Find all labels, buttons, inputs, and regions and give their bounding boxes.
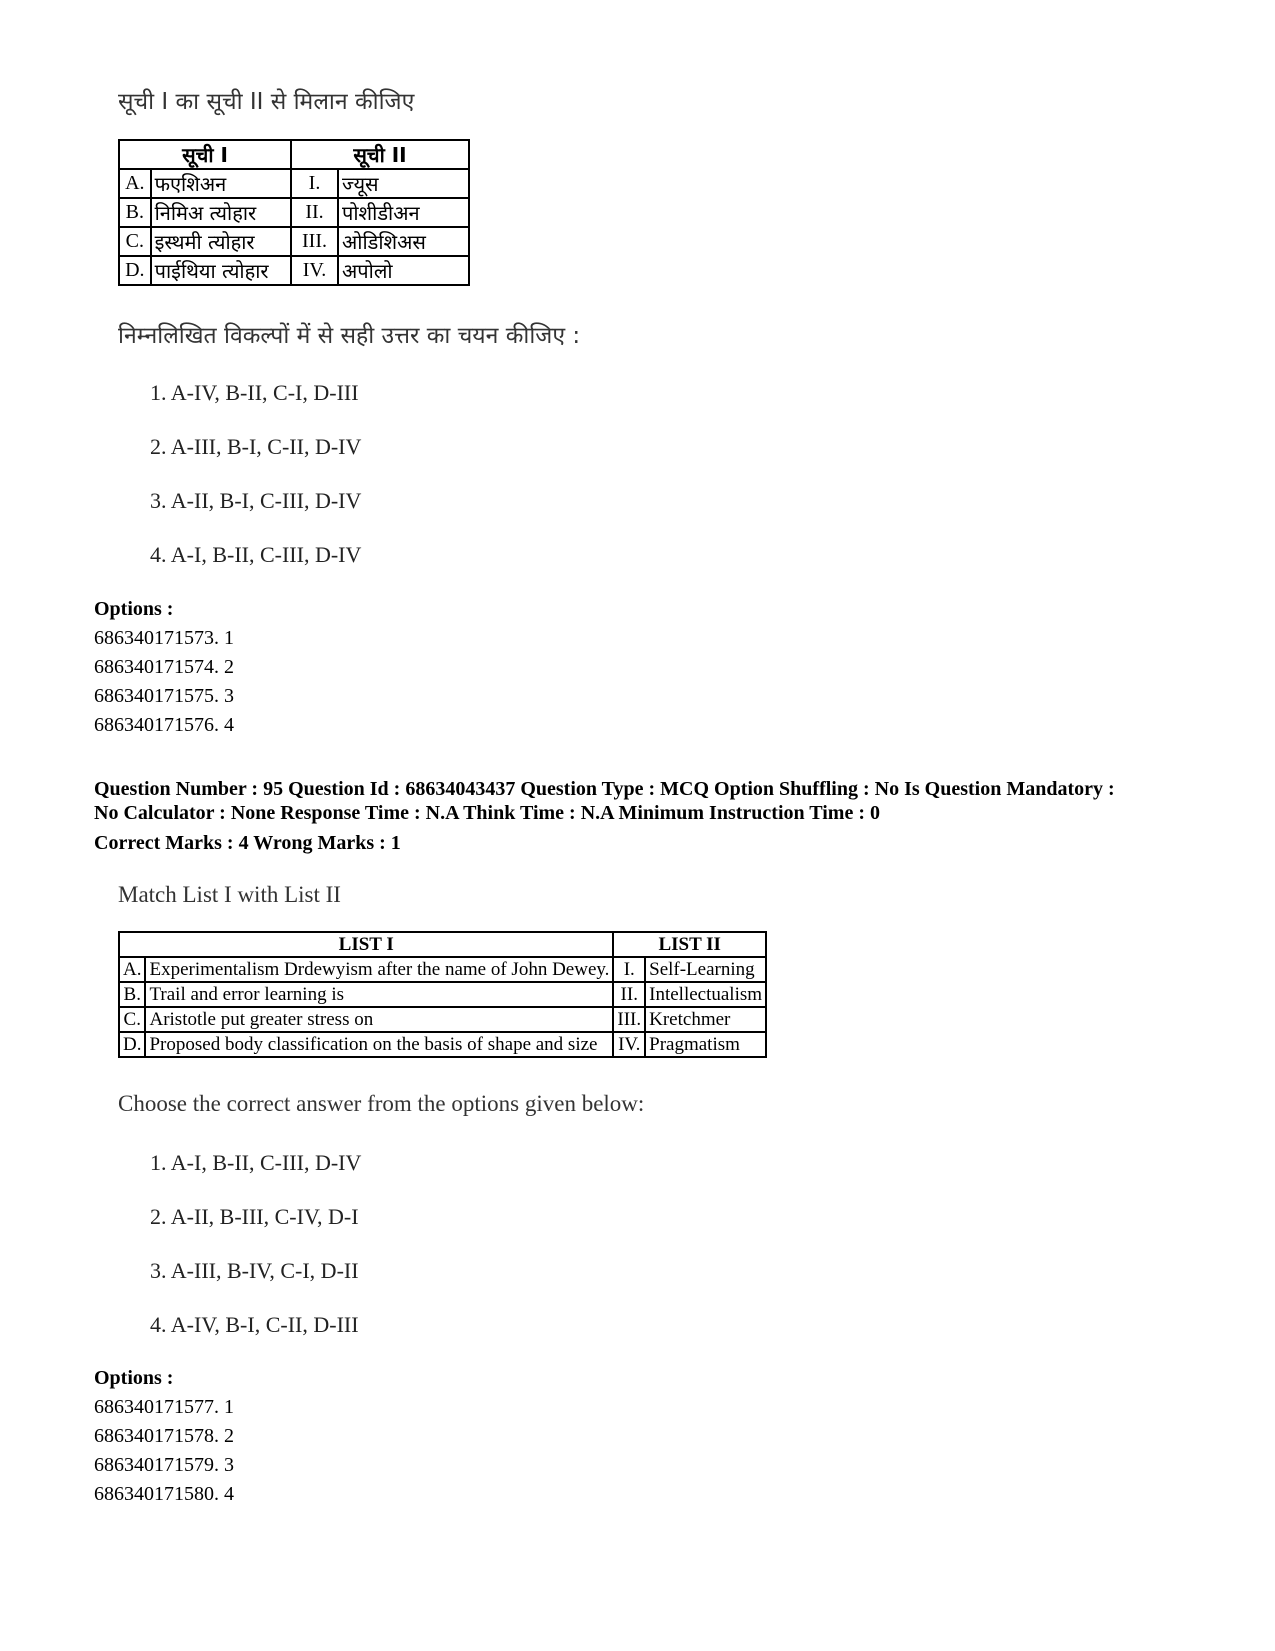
list1-item: Aristotle put greater stress on: [145, 1007, 613, 1032]
table-row: [119, 198, 469, 227]
question-prompt: Choose the correct answer from the options given below:: [118, 1091, 645, 1116]
options-label: Options :: [94, 1367, 174, 1389]
row-label: A.: [119, 957, 145, 982]
answer-choice: 2. A-II, B-III, C-IV, D-I: [150, 1204, 359, 1229]
answer-choice: 3. A-II, B-I, C-III, D-IV: [150, 488, 362, 513]
row-label: III.: [613, 1007, 645, 1032]
list1-item: निमिअ त्योहार: [151, 198, 291, 227]
option-item: 686340171580. 4: [94, 1483, 234, 1505]
option-item: 686340171575. 3: [94, 685, 234, 707]
question-meta-line: Question Number : 95 Question Id : 68634043437 Question Type : MCQ Option Shuffling : No Is Question Mandatory :: [94, 778, 1115, 800]
row-label: IV.: [291, 256, 338, 285]
row-label: II.: [613, 982, 645, 1007]
table-row: [119, 957, 766, 982]
match-table: [118, 931, 767, 1058]
option-item: 686340171573. 1: [94, 627, 234, 649]
answer-choice: 1. A-IV, B-II, C-I, D-III: [150, 380, 359, 405]
option-item: 686340171579. 3: [94, 1454, 234, 1476]
table-header-list1: सूची I: [119, 140, 291, 169]
question-marks: Correct Marks : 4 Wrong Marks : 1: [94, 832, 401, 854]
row-label: III.: [291, 227, 338, 256]
list1-item: Trail and error learning is: [145, 982, 613, 1007]
table-header-list1: LIST I: [119, 932, 613, 957]
table-row: [119, 227, 469, 256]
row-label: D.: [119, 1032, 145, 1057]
table-header-list2: सूची II: [291, 140, 469, 169]
list1-item: इस्थमी त्योहार: [151, 227, 291, 256]
list2-item: अपोलो: [338, 256, 469, 285]
list2-item: पोशीडीअन: [338, 198, 469, 227]
list2-item: Pragmatism: [645, 1032, 766, 1057]
row-label: IV.: [613, 1032, 645, 1057]
table-row: [119, 1032, 766, 1057]
option-item: 686340171576. 4: [94, 714, 234, 736]
row-label: C.: [119, 227, 151, 256]
row-label: B.: [119, 198, 151, 227]
list2-item: Self-Learning: [645, 957, 766, 982]
match-table: [118, 139, 470, 286]
row-label: D.: [119, 256, 151, 285]
list1-item: Experimentalism Drdewyism after the name of John Dewey.: [145, 957, 613, 982]
answer-choice: 4. A-I, B-II, C-III, D-IV: [150, 542, 362, 567]
question-meta-line: No Calculator : None Response Time : N.A Think Time : N.A Minimum Instruction Time : 0: [94, 802, 880, 824]
answer-choice: 1. A-I, B-II, C-III, D-IV: [150, 1150, 362, 1175]
table-row: [119, 1007, 766, 1032]
option-item: 686340171574. 2: [94, 656, 234, 678]
answer-choice: 3. A-III, B-IV, C-I, D-II: [150, 1258, 359, 1283]
list2-item: Intellectualism: [645, 982, 766, 1007]
list2-item: Kretchmer: [645, 1007, 766, 1032]
options-label: Options :: [94, 598, 174, 620]
question-meta: [94, 777, 1214, 825]
option-item: 686340171578. 2: [94, 1425, 234, 1447]
list1-item: फएशिअन: [151, 169, 291, 198]
row-label: B.: [119, 982, 145, 1007]
question-instruction: सूची I का सूची II से मिलान कीजिए: [118, 89, 415, 115]
table-header-list2: LIST II: [613, 932, 766, 957]
option-item: 686340171577. 1: [94, 1396, 234, 1418]
question-instruction: Match List I with List II: [118, 882, 341, 907]
list1-item: Proposed body classification on the basis of shape and size: [145, 1032, 613, 1057]
row-label: I.: [291, 169, 338, 198]
row-label: A.: [119, 169, 151, 198]
table-row: [119, 169, 469, 198]
row-label: I.: [613, 957, 645, 982]
row-label: II.: [291, 198, 338, 227]
row-label: C.: [119, 1007, 145, 1032]
list1-item: पाईथिया त्योहार: [151, 256, 291, 285]
list2-item: ज्यूस: [338, 169, 469, 198]
table-row: [119, 982, 766, 1007]
answer-choice: 4. A-IV, B-I, C-II, D-III: [150, 1312, 359, 1337]
answer-choice: 2. A-III, B-I, C-II, D-IV: [150, 434, 362, 459]
question-prompt: निम्नलिखित विकल्पों में से सही उत्तर का चयन कीजिए :: [118, 323, 581, 349]
list2-item: ओडिशिअस: [338, 227, 469, 256]
table-row: [119, 256, 469, 285]
